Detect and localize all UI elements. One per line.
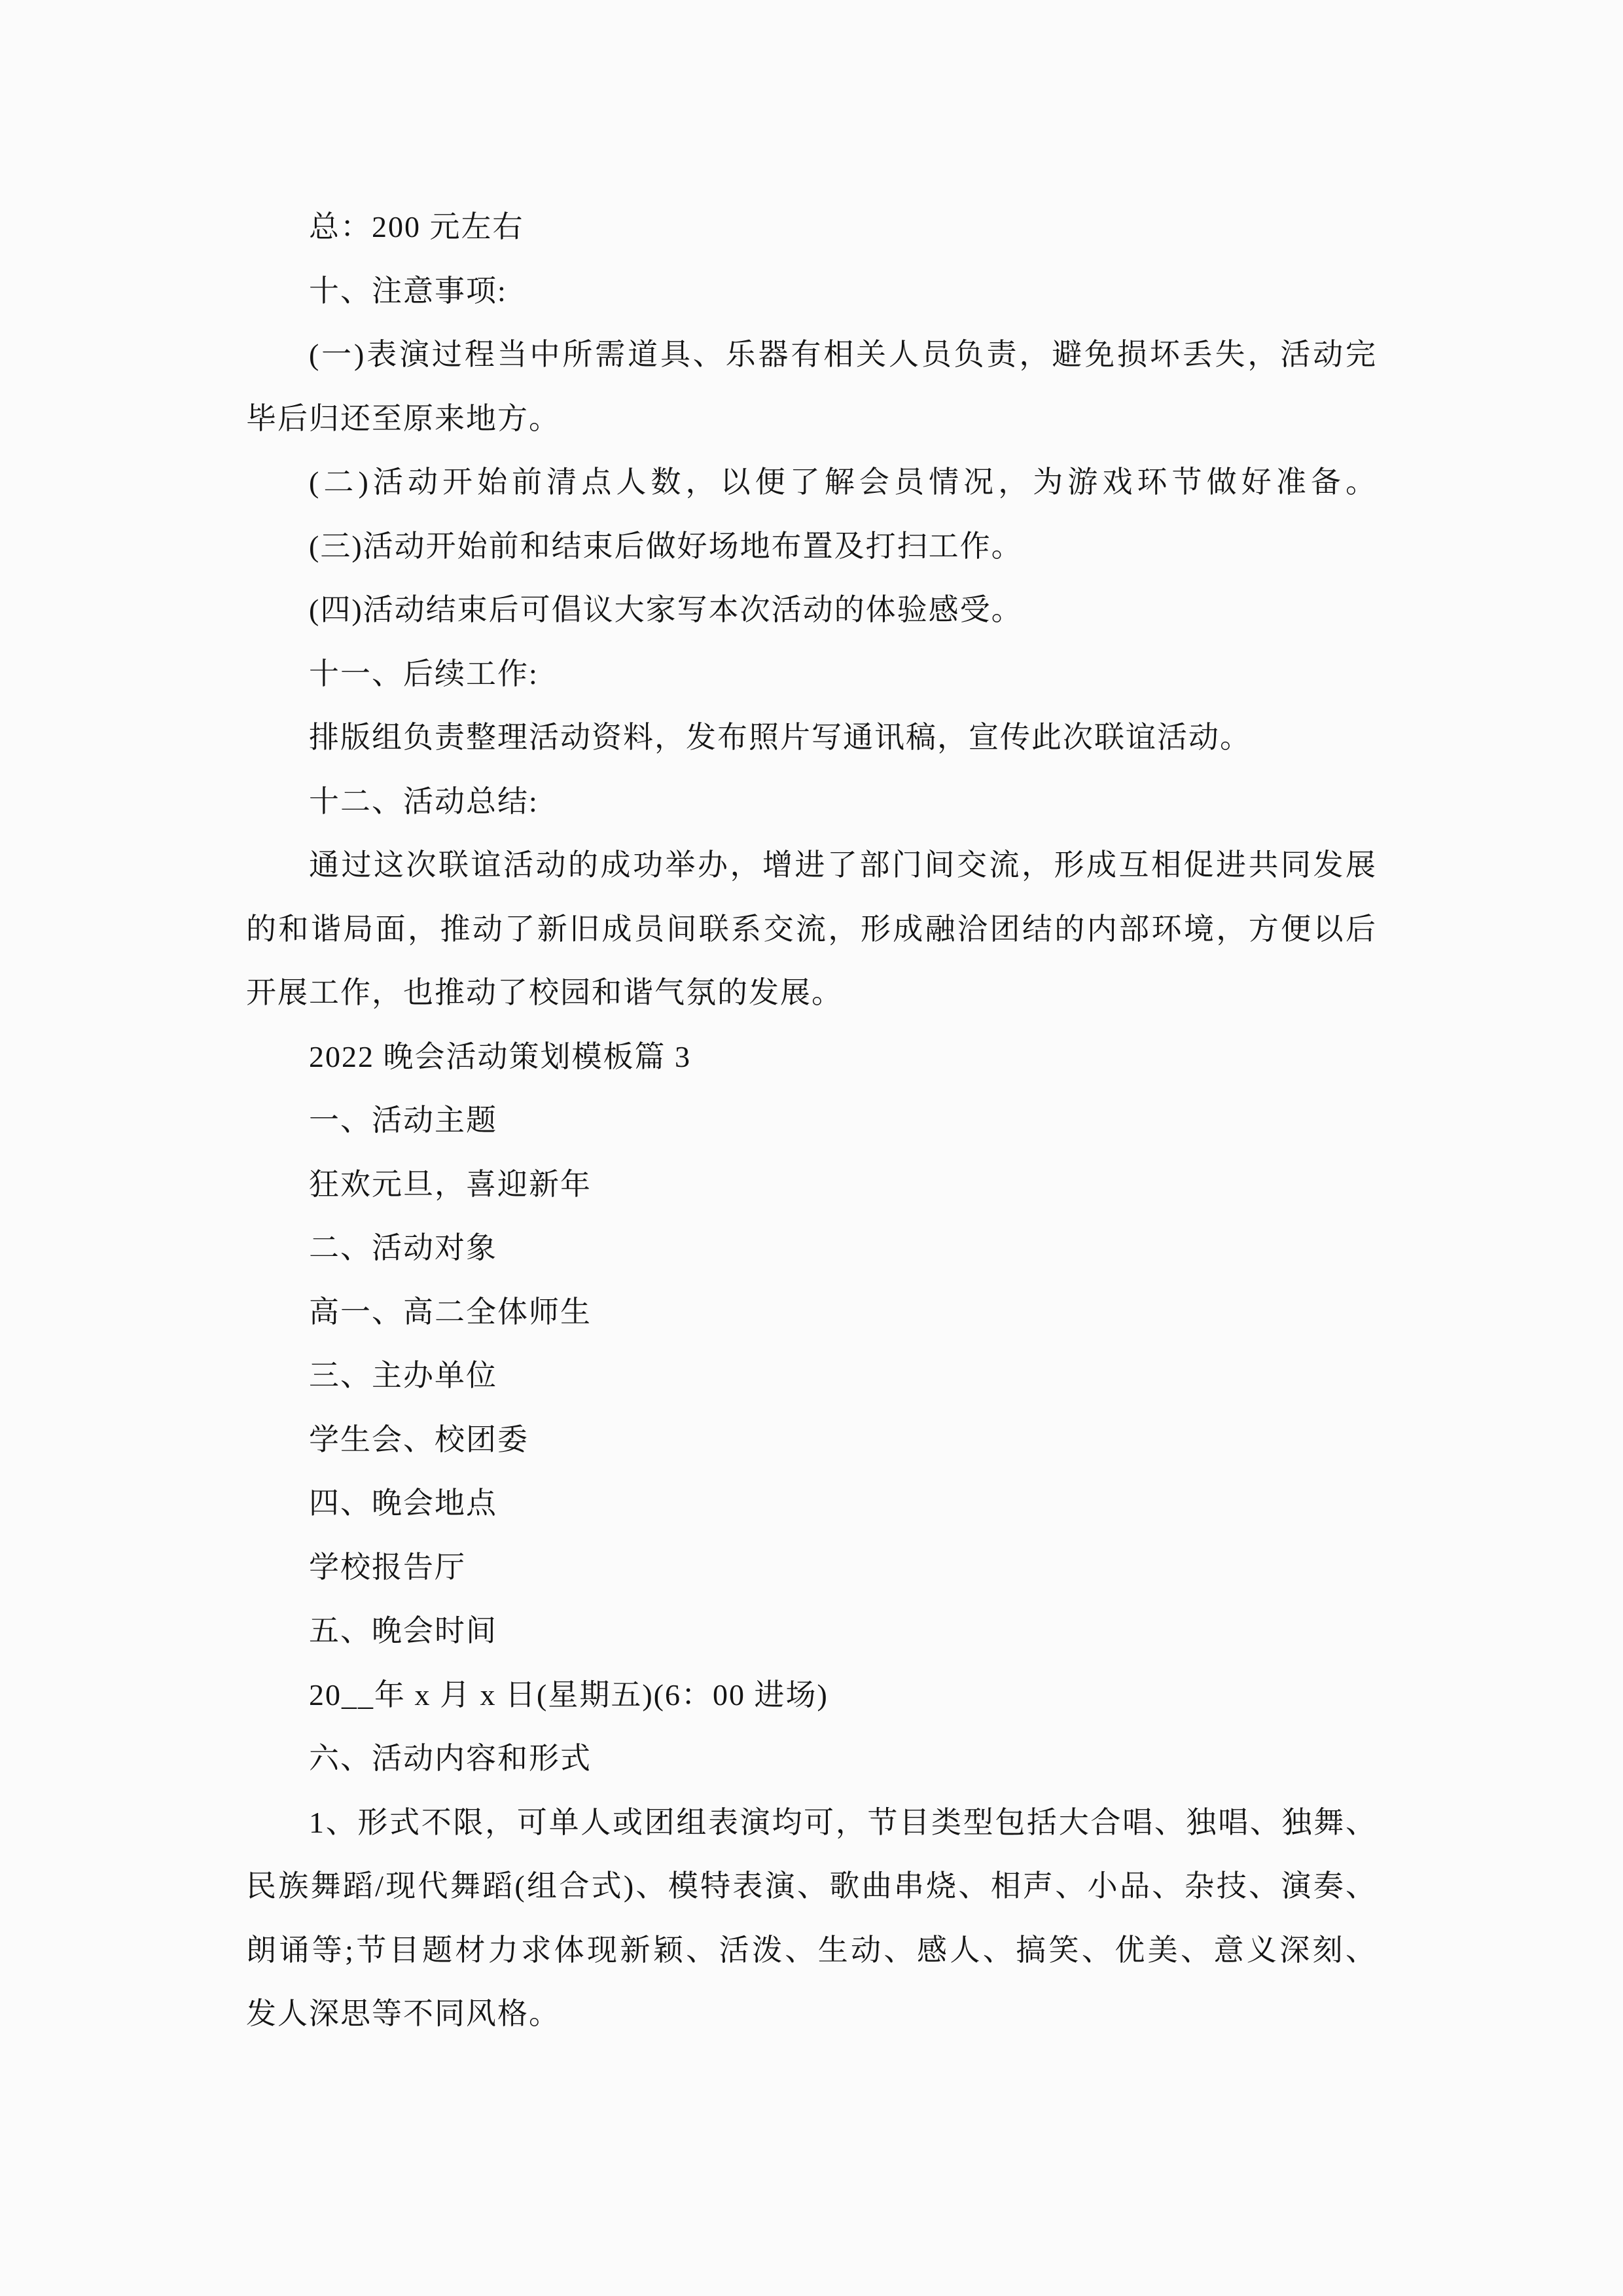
text-line: 发人深思等不同风格。 bbox=[246, 1997, 560, 2030]
text-line: 学校报告厅 bbox=[309, 1550, 466, 1584]
text-line: 十、注意事项: bbox=[309, 274, 507, 308]
document-text bbox=[246, 195, 1377, 2046]
text-line: 五、晚会时间 bbox=[309, 1614, 497, 1647]
text-line: 总：200 元左右 bbox=[309, 210, 524, 243]
text-line: 2022 晚会活动策划模板篇 3 bbox=[309, 1039, 691, 1073]
text-line: 狂欢元旦，喜迎新年 bbox=[309, 1167, 592, 1201]
text-line: 开展工作，也推动了校园和谐气氛的发展。 bbox=[246, 976, 843, 1009]
text-line: 通过这次联谊活动的成功举办，增进了部门间交流，形成互相促进共同发展 bbox=[309, 848, 1377, 882]
text-line: (一)表演过程当中所需道具、乐器有相关人员负责，避免损坏丢失，活动完 bbox=[309, 338, 1377, 371]
text-line: 二、活动对象 bbox=[309, 1231, 497, 1265]
text-line: 1、形式不限，可单人或团组表演均可，节目类型包括大合唱、独唱、独舞、 bbox=[309, 1805, 1377, 1839]
text-line: 20__年 x 月 x 日(星期五)(6：00 进场) bbox=[309, 1677, 829, 1712]
text-line: 六、活动内容和形式 bbox=[309, 1742, 592, 1775]
text-line: 学生会、校团委 bbox=[309, 1422, 529, 1456]
text-line: 高一、高二全体师生 bbox=[309, 1295, 592, 1329]
text-line: 朗诵等;节目题材力求体现新颖、活泼、生动、感人、搞笑、优美、意义深刻、 bbox=[246, 1933, 1377, 1967]
text-line: 民族舞蹈/现代舞蹈(组合式)、模特表演、歌曲串烧、相声、小品、杂技、演奏、 bbox=[246, 1869, 1377, 1903]
text-line: 的和谐局面，推动了新旧成员间联系交流，形成融洽团结的内部环境，方便以后 bbox=[246, 912, 1377, 946]
text-line: (四)活动结束后可倡议大家写本次活动的体验感受。 bbox=[309, 593, 1023, 626]
text-line: 十一、后续工作: bbox=[309, 656, 539, 691]
text-line: 毕后归还至原来地方。 bbox=[246, 401, 560, 435]
text-line: 四、晚会地点 bbox=[309, 1486, 497, 1520]
text-line: 三、主办单位 bbox=[309, 1359, 497, 1392]
text-line: 排版组负责整理活动资料，发布照片写通讯稿，宣传此次联谊活动。 bbox=[309, 721, 1251, 754]
text-line: 一、活动主题 bbox=[309, 1103, 497, 1137]
text-line: (三)活动开始前和结束后做好场地布置及打扫工作。 bbox=[309, 529, 1023, 563]
text-line: 十二、活动总结: bbox=[309, 784, 539, 818]
text-line: (二)活动开始前清点人数，以便了解会员情况，为游戏环节做好准备。 bbox=[309, 465, 1377, 499]
